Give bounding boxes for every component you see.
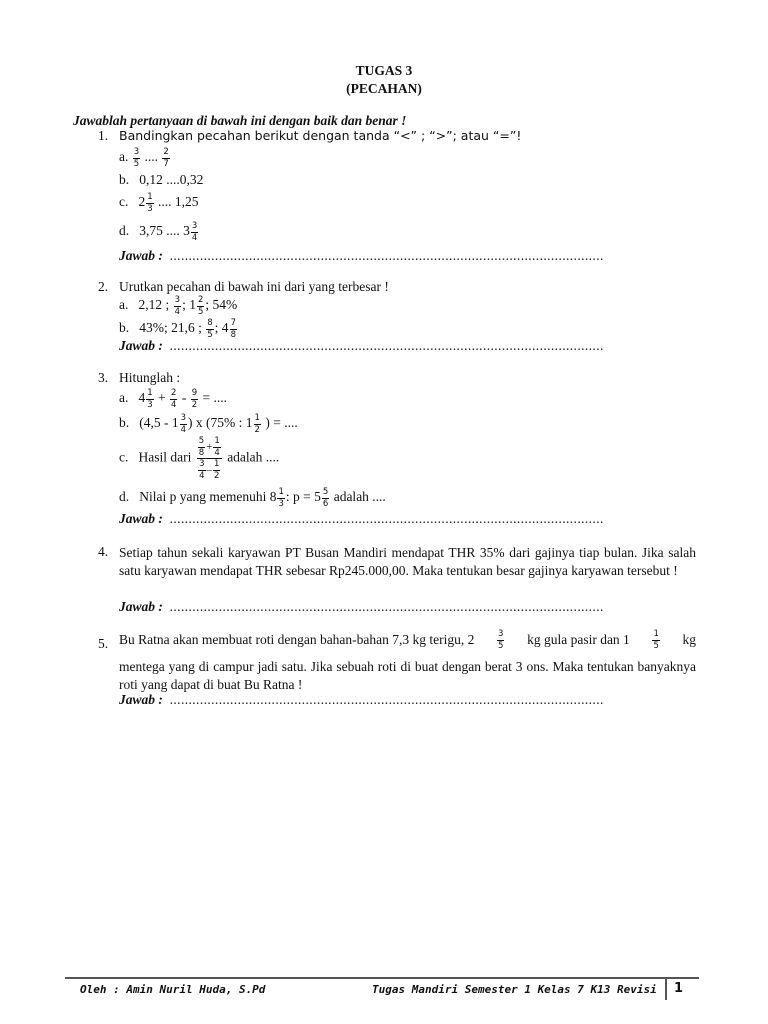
fraction: $\frac{3}{4}$: [199, 459, 205, 481]
q2-b: [119, 319, 238, 339]
q5-text: Bu Ratna akan membuat roti dengan bahan-bahan 7,3 kg terigu, 2: [119, 632, 475, 647]
q2-b-text: ; 4: [214, 320, 229, 336]
q3-text: Hitunglah :: [119, 370, 181, 385]
page-separator: [665, 978, 667, 1000]
q3-d-text: Nilai p yang memenuhi 8: [139, 489, 277, 505]
q3-a-text: 4: [138, 390, 146, 406]
fraction: $\frac{2}{4}$: [171, 388, 177, 410]
q1-d-text: 3,75 .... 3: [139, 223, 190, 239]
q2-b-label: b.: [119, 320, 130, 336]
fraction: $\frac{2}{7}$: [163, 147, 169, 169]
q3-d-label: d.: [119, 489, 130, 505]
page-number: 1: [674, 981, 684, 996]
fraction: $\frac{3}{4}$: [174, 295, 181, 317]
fraction: $\frac{5}{6}$: [322, 487, 329, 509]
q3-answer-line: [119, 511, 604, 527]
fraction: $\frac{5}{8}$: [198, 436, 205, 458]
instruction: Jawablah pertanyaan di bawah ini dengan baik dan benar !: [73, 113, 407, 128]
page-title: TUGAS 3: [355, 63, 413, 78]
q2-a-text: ; 1: [182, 297, 196, 313]
footer-course: Tugas Mandiri Semester 1 Kelas 7 K13 Revisi: [372, 983, 657, 996]
answer-dots: ...................................................................................................................: [169, 338, 604, 353]
fraction: $\frac{1}{3}$: [147, 388, 153, 410]
q1-a: [119, 148, 171, 168]
jawab-label: Jawab :: [119, 599, 163, 614]
complex-fraction: [197, 437, 222, 480]
q4-text: Setiap tahun sekali karyawan PT Busan Mandiri mendapat THR 35% dari gajinya tiap bulan. Jika salah satu karyawan mendapat THR sebesar Rp245.000,00. Maka tentukan besar gajinya karyawan tersebut !: [119, 545, 696, 578]
q4-answer-line: [119, 599, 604, 615]
q2-a-text: ; 54%: [205, 297, 238, 313]
fraction: $\frac{8}{5}$: [207, 318, 213, 340]
q3-c-text: Hasil dari: [138, 449, 192, 465]
q3-number: 3.: [98, 370, 109, 385]
answer-dots: ...................................................................................................................: [169, 692, 604, 707]
q3-a-label: a.: [119, 390, 129, 406]
q3-b-label: b.: [119, 415, 130, 431]
q1-b: [119, 172, 203, 188]
fraction: $\frac{2}{5}$: [197, 295, 204, 317]
plus-sign: +: [206, 441, 213, 454]
q4-number: 4.: [98, 544, 109, 559]
q1-c: [119, 193, 199, 213]
jawab-label: Jawab :: [119, 692, 163, 707]
q3-d-text: adalah ....: [333, 489, 386, 505]
fraction: $\frac{1}{3}$: [278, 487, 284, 509]
q5-number: 5.: [98, 636, 109, 651]
footer-author: Oleh : Amin Nuril Huda, S.Pd: [80, 983, 266, 996]
q5-text: kg gula pasir dan 1: [527, 632, 630, 647]
page-subtitle: (PECAHAN): [346, 81, 422, 96]
answer-dots: ...................................................................................................................: [169, 248, 604, 263]
q1-a-label: a.: [119, 149, 129, 165]
fraction: $\frac{3}{4}$: [180, 413, 187, 435]
q5-text: kg: [682, 632, 696, 647]
fraction: 3 5: [498, 629, 504, 651]
q3-c-text: adalah ....: [227, 449, 280, 465]
q3-a-text: -: [181, 390, 187, 406]
q2-b-text: 43%; 21,6 ;: [139, 320, 202, 336]
fraction: $\frac{1}{4}$: [214, 436, 220, 458]
q2-a-text: 2,12 ;: [138, 297, 170, 313]
fraction: $\frac{1}{2}$: [214, 459, 220, 481]
q5-line1: [119, 630, 696, 650]
answer-dots: ...................................................................................................................: [169, 599, 604, 614]
q1-d-label: d.: [119, 223, 130, 239]
q1-c-whole: 2: [138, 194, 146, 210]
fraction: $\frac{1}{3}$: [147, 192, 153, 214]
q3-a-text: +: [158, 390, 166, 406]
q1-text: Bandingkan pecahan berikut dengan tanda “<” ; “>”; atau “=”!: [119, 128, 522, 143]
fraction: $\frac{1}{2}$: [254, 413, 260, 435]
fraction: $\frac{9}{2}$: [191, 388, 198, 410]
q2-number: 2.: [98, 279, 109, 294]
q5-text-continued: mentega yang di campur jadi satu. Jika sebuah roti di buat dengan berat 3 ons. Maka tentukan banyaknya roti yang dapat di buat Bu Ratna !: [119, 659, 696, 692]
q3-a: [119, 389, 227, 409]
minus-sign: –: [206, 464, 213, 477]
q1-a-sep: ....: [144, 149, 159, 165]
q3-b: [119, 414, 298, 434]
q3-d-text: : p = 5: [285, 489, 321, 505]
footer-divider: [65, 977, 699, 979]
q3-b-text: ) x (75% : 1: [188, 415, 253, 431]
q2-a-label: a.: [119, 297, 129, 313]
q3-c-label: c.: [119, 449, 129, 465]
fraction: $\frac{7}{8}$: [230, 318, 236, 340]
jawab-label: Jawab :: [119, 511, 163, 526]
q1-b-text: 0,12 ....0,32: [139, 172, 204, 187]
q1-answer-line: [119, 248, 604, 264]
q1-number: 1.: [98, 128, 109, 143]
q1-b-label: b.: [119, 172, 130, 187]
q2-text: Urutkan pecahan di bawah ini dari yang terbesar !: [119, 279, 389, 294]
q1-d: [119, 222, 199, 242]
jawab-label: Jawab :: [119, 338, 163, 353]
fraction: 1 5: [653, 629, 659, 651]
fraction: $\frac{3}{5}$: [133, 147, 140, 169]
q1-c-rest: .... 1,25: [158, 194, 199, 210]
q3-a-text: = ....: [202, 390, 228, 406]
q3-d: [119, 488, 386, 508]
q3-b-text: ) = ....: [265, 415, 298, 431]
q1-c-label: c.: [119, 194, 129, 210]
jawab-label: Jawab :: [119, 248, 163, 263]
q3-c: [119, 437, 279, 480]
q3-b-text: (4,5 - 1: [139, 415, 179, 431]
answer-dots: ...................................................................................................................: [169, 511, 604, 526]
q5-answer-line: [119, 692, 604, 708]
q2-answer-line: [119, 338, 604, 354]
q2-a: [119, 296, 237, 316]
fraction: $\frac{3}{4}$: [191, 221, 198, 243]
